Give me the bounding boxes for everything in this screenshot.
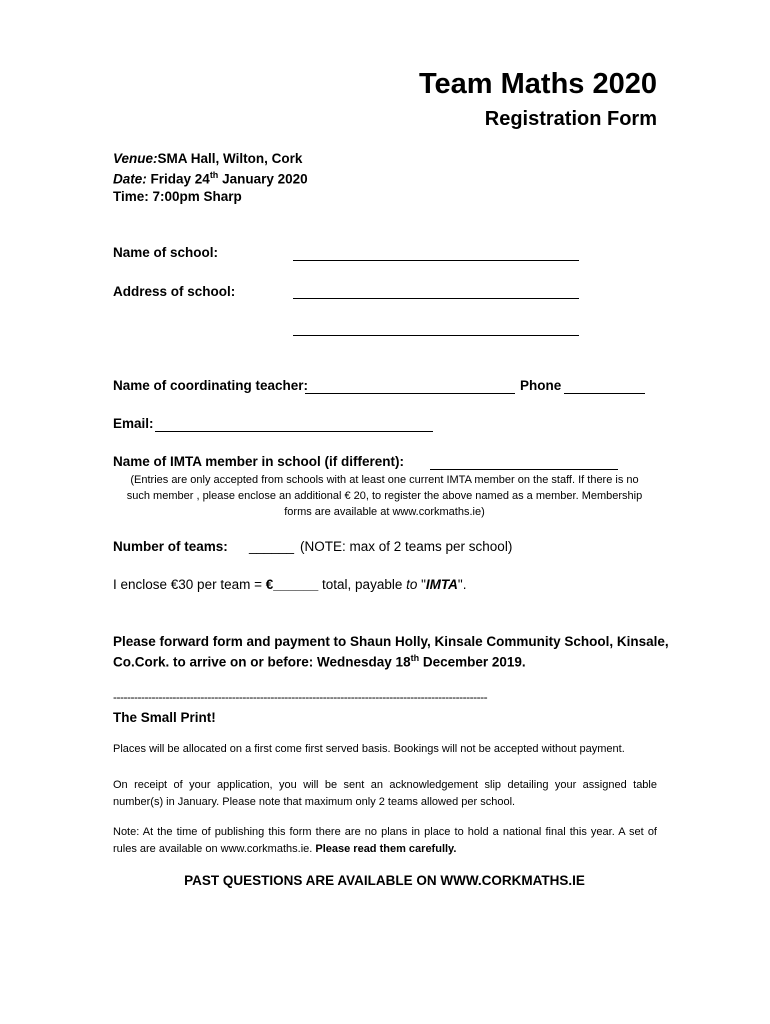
school-address-field-2[interactable]: [293, 335, 579, 336]
phone-field[interactable]: [564, 393, 645, 394]
phone-label: Phone: [520, 378, 562, 393]
school-address-field-1[interactable]: [293, 298, 579, 299]
date-label: Date:: [113, 171, 147, 187]
enclose-imta: IMTA: [425, 577, 458, 592]
forward-line-2-post: December 2019.: [419, 654, 526, 670]
enclose-quote-close: ".: [457, 577, 467, 592]
forward-line-2: [113, 653, 526, 670]
small-print-p2: On receipt of your application, you will be sent an acknowledgement slip detailing your assigned table number(s) in January. Please note that maximum only 2 teams allowed per school.: [113, 779, 657, 808]
email-field[interactable]: [155, 431, 433, 432]
venue-label: Venue:: [113, 151, 158, 166]
teams-field[interactable]: ______: [249, 539, 295, 554]
school-address-label: Address of school:: [113, 284, 236, 299]
enclose-line: [113, 577, 466, 592]
enclose-mid: total, payable: [318, 577, 407, 592]
school-name-field[interactable]: [293, 260, 579, 261]
teams-label: Number of teams:: [113, 539, 228, 554]
forward-sup: th: [410, 653, 420, 663]
forward-line-1: Please forward form and payment to Shaun Holly, Kinsale Community School, Kinsale,: [113, 634, 669, 649]
venue-value: SMA Hall, Wilton, Cork: [157, 151, 303, 166]
enclose-pre: I enclose €30 per team =: [113, 577, 266, 592]
date-value-pre: Friday 24: [150, 171, 210, 187]
page-title: Team Maths 2020: [418, 68, 657, 100]
imta-member-label: Name of IMTA member in school (if different):: [113, 454, 405, 469]
school-name-label: Name of school:: [113, 245, 219, 260]
page-subtitle: Registration Form: [484, 108, 657, 130]
teacher-label: Name of coordinating teacher:: [113, 378, 309, 393]
imta-note: [113, 472, 656, 520]
date-line: [113, 170, 308, 187]
forward-line-2-pre: Co.Cork. to arrive on or before: Wednesday 18: [113, 654, 411, 670]
small-print-heading: The Small Print!: [113, 710, 216, 725]
time-line: Time: 7:00pm Sharp: [113, 189, 242, 204]
imta-note-line-1: (Entries are only accepted from schools with at least one current IMTA member on the staff. If there is no: [130, 474, 639, 486]
enclose-quote-open: ": [417, 577, 426, 592]
imta-member-field[interactable]: [430, 469, 618, 470]
enclose-to: to: [406, 577, 418, 592]
small-print-p3: [113, 824, 657, 858]
venue-line: [113, 151, 302, 166]
enclose-amount-field[interactable]: €______: [265, 577, 319, 592]
date-sup: th: [209, 170, 219, 180]
imta-note-line-2: such member , please enclose an additional € 20, to register the above named as a member. Membership: [126, 490, 643, 502]
divider: -----------------------------------------------------------------------------------------------------------: [113, 690, 488, 704]
small-print-p1: Places will be allocated on a first come first served basis. Bookings will not be accepted without payment.: [113, 743, 625, 755]
imta-note-line-3: forms are available at www.corkmaths.ie): [284, 506, 485, 518]
teams-note: (NOTE: max of 2 teams per school): [300, 539, 513, 554]
small-print-p3-text: Note: At the time of publishing this form there are no plans in place to hold a national final this year. A set of rules are available on www.corkmaths.ie.: [113, 826, 657, 855]
date-value-post: January 2020: [218, 171, 308, 187]
teacher-field[interactable]: [305, 393, 515, 394]
footer-note: PAST QUESTIONS ARE AVAILABLE ON WWW.CORKMATHS.IE: [184, 873, 585, 888]
email-label: Email:: [113, 416, 154, 431]
small-print-p3-bold: Please read them carefully.: [315, 843, 457, 855]
